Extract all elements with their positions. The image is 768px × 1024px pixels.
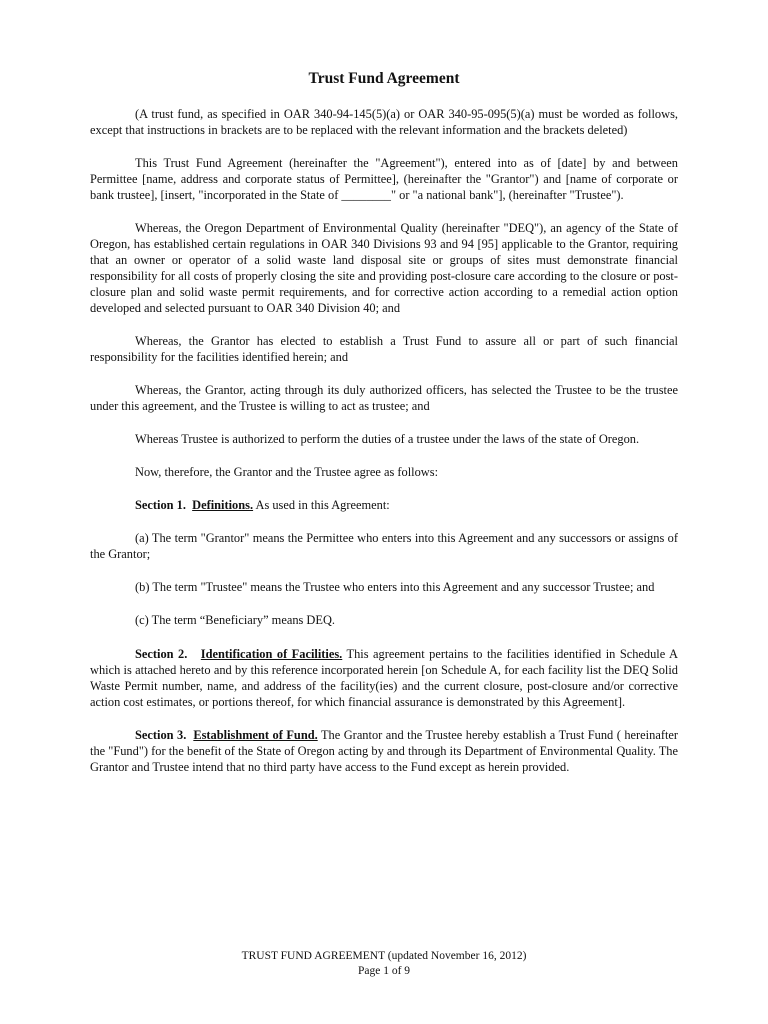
intro-note: (A trust fund, as specified in OAR 340-94-145(5)(a) or OAR 340-95-095(5)(a) must be worded as follows, except that instructions in brackets are to be replaced with the relevant information and the brackets deleted) <box>90 107 678 137</box>
section-3-number: Section 3. <box>135 728 187 742</box>
section-1-text: As used in this Agreement: <box>253 498 390 512</box>
whereas-paragraph-authorized: Whereas Trustee is authorized to perform the duties of a trustee under the laws of the state of Oregon. <box>135 432 640 446</box>
section-3 <box>90 727 678 775</box>
section-1-number: Section 1. <box>135 498 186 512</box>
section-3-text: The Grantor and the Trustee hereby establish a Trust Fund ( hereinafter the "Fund") for the benefit of the State of Oregon acting by and through its Department of Environmental Quality. The Grantor and Trustee intend that no third party have access to the Fund except as herein provided. <box>90 728 679 774</box>
definition-grantor: (a) The term "Grantor" means the Permittee who enters into this Agreement and any successors or assigns of the Grantor; <box>90 531 678 561</box>
section-1-title: Definitions. <box>192 498 254 512</box>
agreement-paragraph: This Trust Fund Agreement (hereinafter the "Agreement"), entered into as of [date] by and between Permittee [name, address and corporate status of Permittee], (hereinafter the "Grantor") and [name of corporate or bank trustee], [insert, "incorporated in the State of ________" or "a national bank"], (hereinafter "Trustee"). <box>90 156 678 202</box>
definition-beneficiary: (c) The term “Beneficiary” means DEQ. <box>135 613 335 627</box>
section-2-number: Section 2. <box>135 647 188 661</box>
section-1-heading <box>90 497 678 513</box>
section-2-text: This agreement pertains to the facilities identified in Schedule A which is attached hereto and by this reference incorporated herein [on Schedule A, for each facility list the DEQ Solid Waste Permit number, name, and address of the facility(ies) and the current closure, post-closure and/or corrective action cost estimates, or portions thereof, for which financial assurance is demonstrated by this Agreement]. <box>90 647 678 709</box>
whereas-paragraph-trust: Whereas, the Grantor has elected to establish a Trust Fund to assure all or part of such financial responsibility for the facilities identified herein; and <box>90 334 678 364</box>
page-number: Page 1 of 9 <box>357 965 411 977</box>
footer-document-label: TRUST FUND AGREEMENT (updated November 16, 2012) <box>241 950 527 962</box>
definition-trustee: (b) The term "Trustee" means the Trustee who enters into this Agreement and any successor Trustee; and <box>135 580 655 594</box>
page-footer <box>90 949 678 979</box>
whereas-paragraph-deq: Whereas, the Oregon Department of Environmental Quality (hereinafter "DEQ"), an agency of the State of Oregon, has established certain regulations in OAR 340 Divisions 93 and 94 [95] applicable to the Grantor, requiring that an owner or operator of a solid waste land disposal site or groups of sites must demonstrate financial responsibility for all costs of properly closing the site and providing post-closure care according to the closure or post-closure plan and solid waste permit requirements, and for corrective action according to a remedial action option developed and selected pursuant to OAR 340 Division 40; and <box>90 221 678 315</box>
section-3-title: Establishment of Fund. <box>193 728 318 742</box>
section-2-title: Identification of Facilities. <box>200 647 343 661</box>
document-body <box>90 106 678 792</box>
section-2 <box>90 646 678 710</box>
document-title: Trust Fund Agreement <box>308 70 460 87</box>
now-therefore-paragraph: Now, therefore, the Grantor and the Trustee agree as follows: <box>135 465 439 479</box>
document-page <box>90 0 678 1024</box>
whereas-paragraph-trustee: Whereas, the Grantor, acting through its duly authorized officers, has selected the Trustee to be the trustee under this agreement, and the Trustee is willing to act as trustee; and <box>90 383 678 413</box>
